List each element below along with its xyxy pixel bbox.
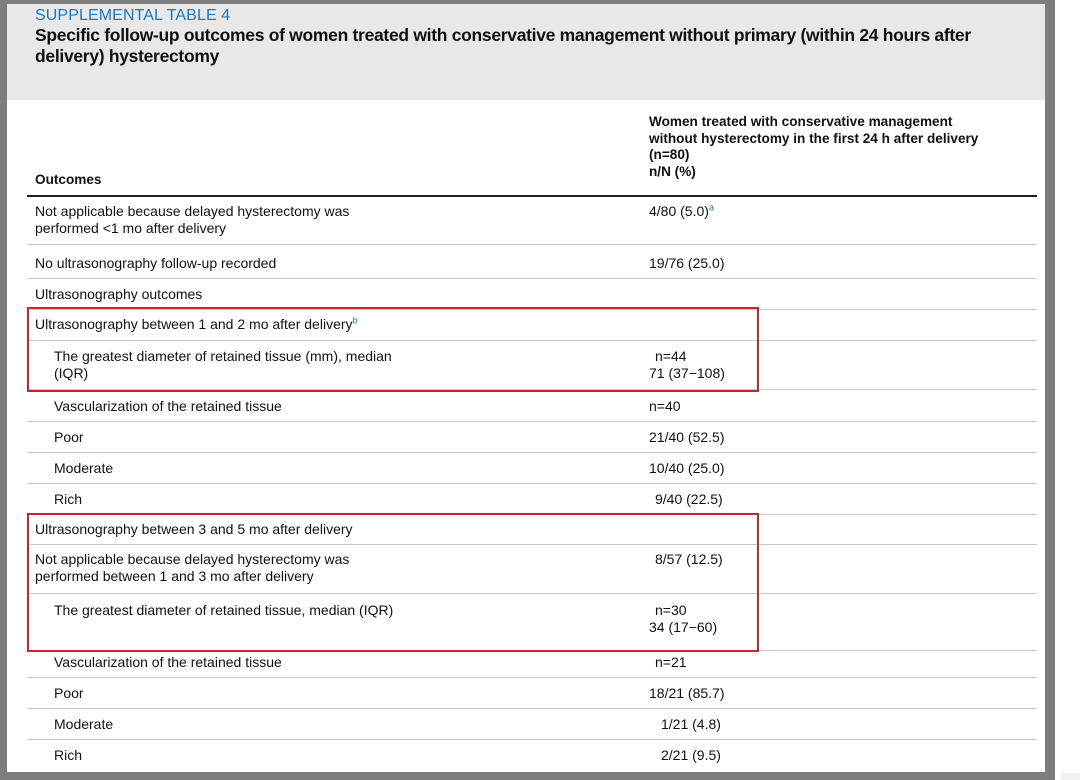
value-line: 71 (37−108) — [649, 364, 725, 381]
highlight-box-1-2-months — [27, 307, 759, 392]
outcome-line: (IQR) — [54, 364, 89, 381]
outcome-line: Not applicable because delayed hysterectomy was — [35, 203, 350, 219]
table-row-value — [655, 491, 723, 508]
outcome-line: Ultrasonography outcomes — [35, 286, 203, 302]
outcome-line: Moderate — [54, 460, 114, 476]
table-row-value — [649, 460, 725, 477]
value-line: 1/21 (4.8) — [661, 716, 721, 732]
table-row-value — [649, 429, 725, 446]
row-divider — [27, 677, 1037, 678]
outcome-line: Vascularization of the retained tissue — [54, 654, 282, 670]
value-line: 4/80 (5.0) — [649, 203, 709, 219]
table-row-outcome — [35, 255, 276, 272]
table-row-outcome — [54, 654, 282, 671]
table-row-outcome — [35, 286, 202, 303]
row-divider — [27, 244, 1037, 245]
value-line: 21/40 (52.5) — [649, 429, 725, 445]
table-row-value — [649, 685, 725, 702]
highlight-box-3-5-months — [27, 513, 759, 652]
footnote-marker-a[interactable]: a — [708, 202, 714, 213]
outcome-line: The greatest diameter of retained tissue (mm), median — [54, 348, 392, 364]
table-row-outcome — [54, 685, 84, 702]
value-line: 9/40 (22.5) — [655, 491, 723, 507]
table-row-outcome — [35, 203, 349, 236]
table-row-value — [649, 203, 714, 220]
table-row-outcome — [54, 460, 113, 477]
table-label: SUPPLEMENTAL TABLE 4 — [35, 7, 231, 24]
outcome-line: performed between 1 and 3 mo after delivery — [35, 567, 314, 584]
outcome-line: Poor — [54, 685, 84, 701]
outcome-line: Vascularization of the retained tissue — [54, 398, 282, 414]
value-line: 8/57 (12.5) — [655, 551, 723, 567]
value-line: 19/76 (25.0) — [649, 255, 725, 271]
table-row-outcome — [54, 747, 82, 764]
outcome-line: The greatest diameter of retained tissue, median (IQR) — [54, 602, 394, 618]
table-row-outcome — [54, 716, 113, 733]
header-rule — [27, 195, 1037, 197]
page-frame-edge — [1045, 0, 1055, 780]
outcome-line: No ultrasonography follow-up recorded — [35, 255, 277, 271]
document-page — [7, 4, 1045, 772]
row-divider — [27, 739, 1037, 740]
column-header-women — [649, 114, 1039, 180]
table-row-value — [649, 255, 725, 272]
row-divider — [27, 483, 1037, 484]
row-divider — [27, 452, 1037, 453]
value-line: 34 (17−60) — [649, 618, 718, 635]
row-divider — [27, 708, 1037, 709]
row-divider — [27, 278, 1037, 279]
table-row-value — [661, 716, 721, 733]
table-title: Specific follow-up outcomes of women treated with conservative management without primary (within 24 hours after delivery) hysterectomy — [35, 25, 971, 66]
table-row-value — [655, 654, 687, 671]
value-line: 10/40 (25.0) — [649, 460, 725, 476]
outcome-line: Rich — [54, 491, 83, 507]
outcome-line: Not applicable because delayed hysterectomy was — [35, 551, 350, 567]
page-corner — [1061, 773, 1080, 780]
table-header-band — [7, 4, 1045, 100]
page-margin — [1045, 0, 1080, 780]
outcome-line: performed <1 mo after delivery — [35, 219, 227, 236]
value-line: 18/21 (85.7) — [649, 685, 725, 701]
outcome-line: Moderate — [54, 716, 114, 732]
column-header-women-line: Women treated with conservative management — [649, 114, 953, 129]
row-divider — [27, 421, 1037, 422]
table-row-outcome — [54, 429, 84, 446]
value-line: 2/21 (9.5) — [661, 747, 721, 763]
value-line: n=30 — [655, 602, 687, 618]
outcome-line: Ultrasonography between 3 and 5 mo after delivery — [35, 521, 353, 537]
table-row-outcome — [54, 491, 82, 508]
outcome-line: Rich — [54, 747, 83, 763]
value-line: n=44 — [655, 348, 687, 364]
outcome-line: Poor — [54, 429, 84, 445]
footnote-marker-b[interactable]: b — [352, 315, 358, 326]
outcome-line: Ultrasonography between 1 and 2 mo after delivery — [35, 316, 353, 332]
column-header-women-line: (n=80) — [649, 147, 690, 162]
value-line: n=21 — [655, 654, 687, 670]
column-header-women-line: without hysterectomy in the first 24 h after delivery — [649, 130, 979, 146]
column-header-women-line: n/N (%) — [649, 163, 696, 179]
table-row-value — [661, 747, 721, 764]
column-header-outcomes: Outcomes — [35, 172, 102, 187]
table-row-outcome — [54, 398, 282, 415]
table-row-value — [649, 398, 681, 415]
value-line: n=40 — [649, 398, 681, 414]
